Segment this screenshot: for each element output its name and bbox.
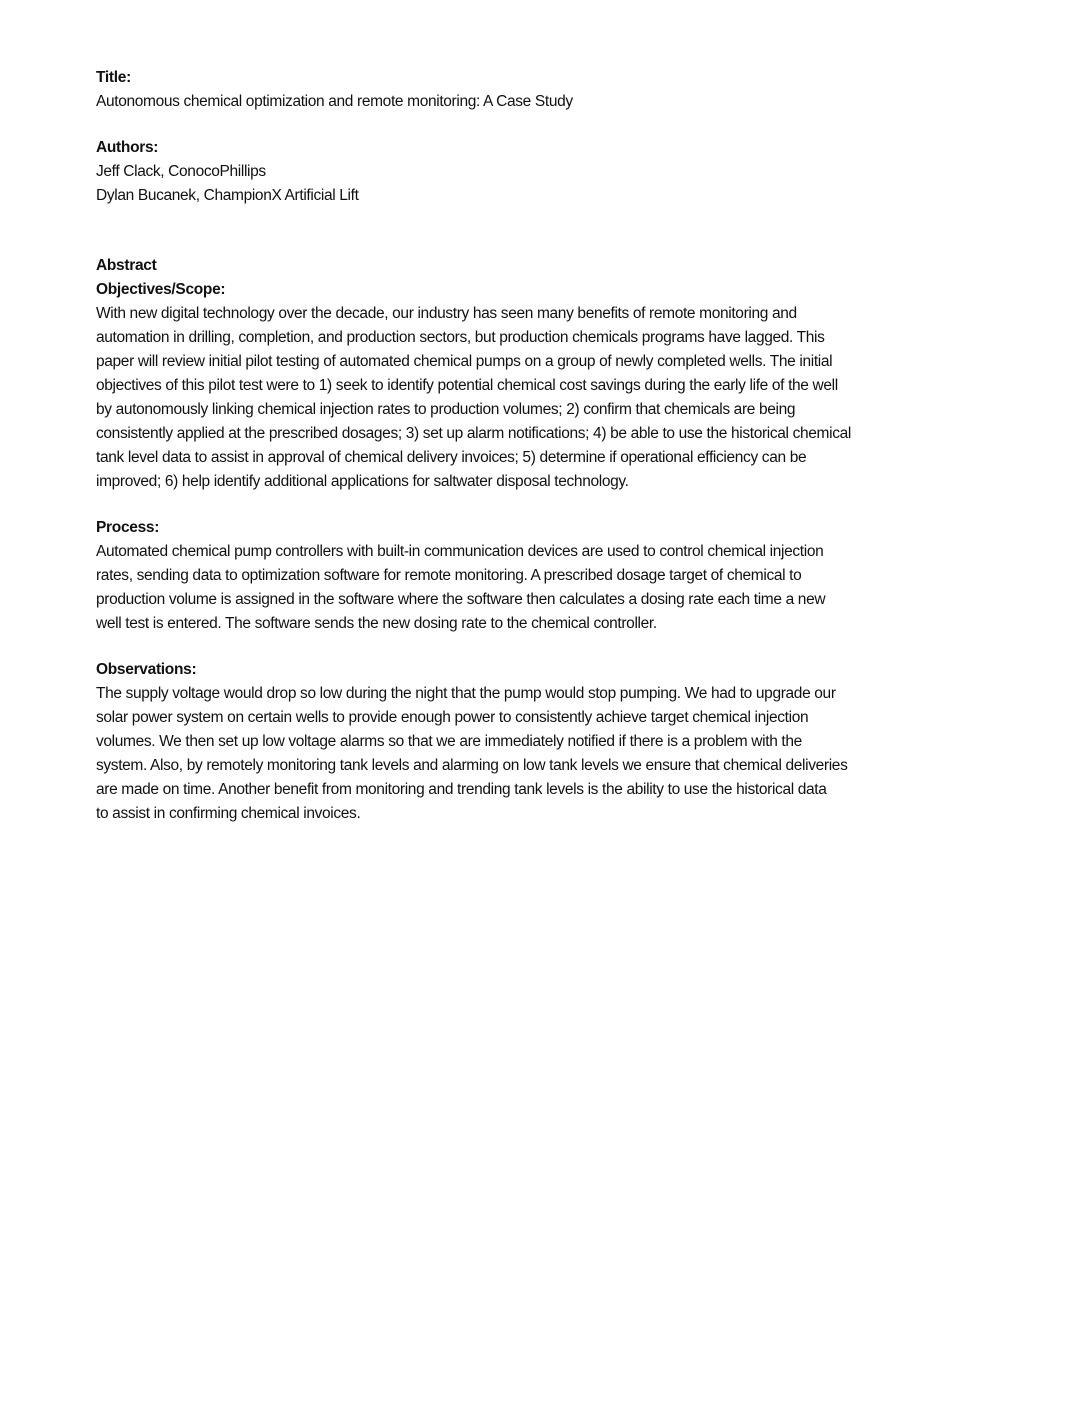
author-1: Jeff Clack, ConocoPhillips <box>96 163 266 180</box>
text-line: Automated chemical pump controllers with built-in communication devices are used to control chemical injection <box>96 543 824 560</box>
text-line: automation in drilling, completion, and production sectors, but production chemicals programs have lagged. This <box>96 329 825 346</box>
text-line: system. Also, by remotely monitoring tank levels and alarming on low tank levels we ensure that chemical deliveries <box>96 757 848 774</box>
authors-label: Authors: <box>96 139 159 156</box>
text-line: objectives of this pilot test were to 1) seek to identify potential chemical cost savings during the early life of the well <box>96 377 838 394</box>
text-line: consistently applied at the prescribed dosages; 3) set up alarm notifications; 4) be able to use the historical chemical <box>96 425 851 442</box>
text-line: tank level data to assist in approval of chemical delivery invoices; 5) determine if operational efficiency can be <box>96 449 807 466</box>
text-line: volumes. We then set up low voltage alarms so that we are immediately notified if there is a problem with the <box>96 733 802 750</box>
text-line: solar power system on certain wells to provide enough power to consistently achieve target chemical injection <box>96 709 809 726</box>
document-page <box>96 66 1026 826</box>
text-line: production volume is assigned in the software where the software then calculates a dosing rate each time a new <box>96 591 826 608</box>
process-section <box>96 516 1026 636</box>
paper-title: Autonomous chemical optimization and remote monitoring: A Case Study <box>96 93 573 110</box>
text-line: paper will review initial pilot testing of automated chemical pumps on a group of newly completed wells. The initial <box>96 353 833 370</box>
author-2: Dylan Bucanek, ChampionX Artificial Lift <box>96 187 359 204</box>
authors-section <box>96 136 1026 208</box>
text-line: With new digital technology over the decade, our industry has seen many benefits of remote monitoring and <box>96 305 797 322</box>
observations-section <box>96 658 1026 826</box>
objectives-label: Objectives/Scope: <box>96 281 226 298</box>
objectives-text <box>96 302 1026 494</box>
abstract-label: Abstract <box>96 257 157 274</box>
text-line: to assist in confirming chemical invoices. <box>96 805 361 822</box>
text-line: The supply voltage would drop so low during the night that the pump would stop pumping. We had to upgrade our <box>96 685 836 702</box>
abstract-section <box>96 254 1026 494</box>
text-line: rates, sending data to optimization software for remote monitoring. A prescribed dosage target of chemical to <box>96 567 802 584</box>
process-label: Process: <box>96 519 160 536</box>
text-line: well test is entered. The software sends the new dosing rate to the chemical controller. <box>96 615 657 632</box>
text-line: are made on time. Another benefit from monitoring and trending tank levels is the ability to use the historical data <box>96 781 827 798</box>
text-line: improved; 6) help identify additional applications for saltwater disposal technology. <box>96 473 629 490</box>
title-section <box>96 66 1026 114</box>
title-label: Title: <box>96 69 131 86</box>
text-line: by autonomously linking chemical injection rates to production volumes; 2) confirm that chemicals are being <box>96 401 796 418</box>
observations-label: Observations: <box>96 661 197 678</box>
